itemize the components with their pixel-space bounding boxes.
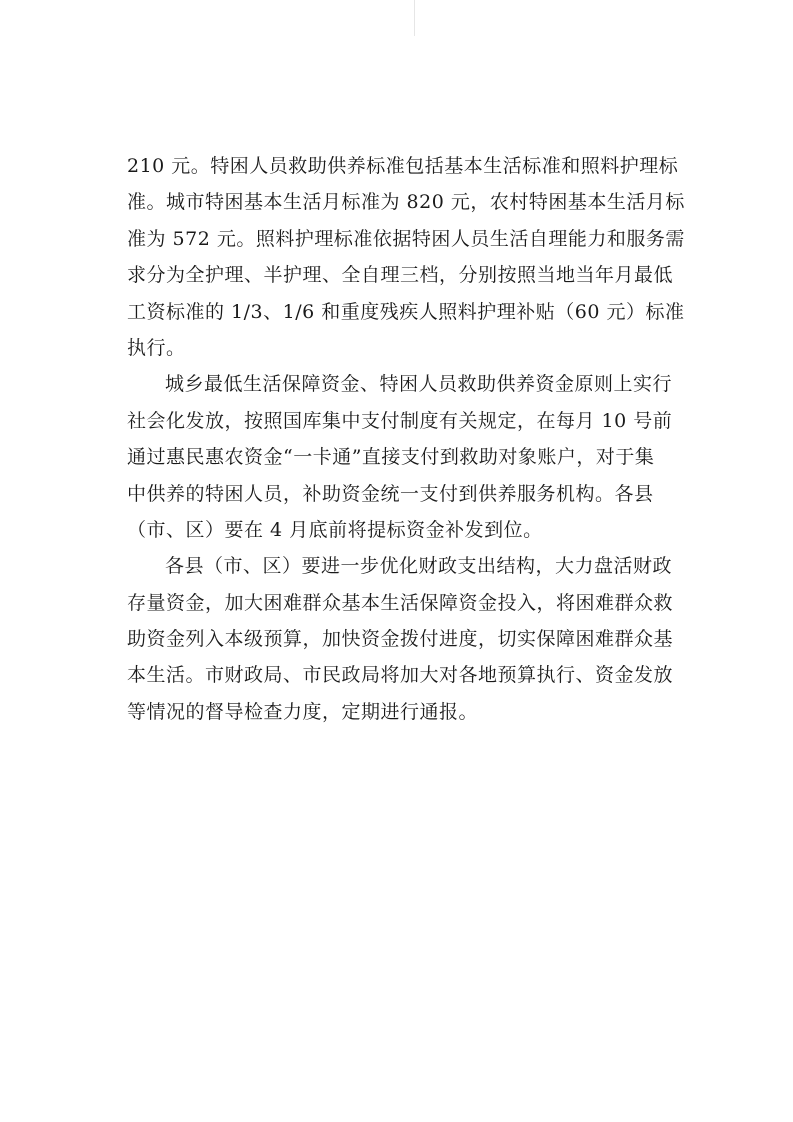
paragraph-payment — [127, 366, 687, 548]
text-line: 准。城市特困基本生活月标准为 820 元，农村特困基本生活月标 — [127, 191, 685, 214]
text-line: 准为 572 元。照料护理标准依据特困人员生活自理能力和服务需 — [127, 227, 685, 250]
text-line: 通过惠民惠农资金“一卡通”直接支付到救助对象账户，对于集 — [127, 446, 655, 469]
text-line: 助资金列入本级预算，加快资金拨付进度，切实保障困难群众基 — [127, 628, 674, 651]
text-line: 本生活。市财政局、市民政局将加大对各地预算执行、资金发放 — [127, 664, 674, 687]
scan-edge-mark — [414, 0, 415, 36]
text-line: 各县（市、区）要进一步优化财政支出结构，大力盘活财政 — [165, 555, 673, 578]
text-line: 社会化发放，按照国库集中支付制度有关规定，在每月 10 号前 — [127, 409, 673, 432]
text-line: 执行。 — [127, 336, 186, 359]
text-line: 求分为全护理、半护理、全自理三档，分别按照当地当年月最低 — [127, 264, 674, 287]
document-body — [127, 148, 687, 730]
text-line: 城乡最低生活保障资金、特困人员救助供养资金原则上实行 — [165, 373, 673, 396]
paragraph-standards — [127, 148, 687, 366]
text-line: 等情况的督导检查力度，定期进行通报。 — [127, 700, 479, 723]
text-line: 210 元。特困人员救助供养标准包括基本生活标准和照料护理标 — [127, 155, 679, 177]
paragraph-budget — [127, 548, 687, 730]
text-line: 中供养的特困人员，补助资金统一支付到供养服务机构。各县 — [127, 482, 654, 505]
text-line: 存量资金，加大困难群众基本生活保障资金投入，将困难群众救 — [127, 591, 674, 614]
text-line: 工资标准的 1/3、1/6 和重度残疾人照料护理补贴（60 元）标准 — [127, 300, 685, 323]
text-line: （市、区）要在 4 月底前将提标资金补发到位。 — [127, 518, 543, 541]
